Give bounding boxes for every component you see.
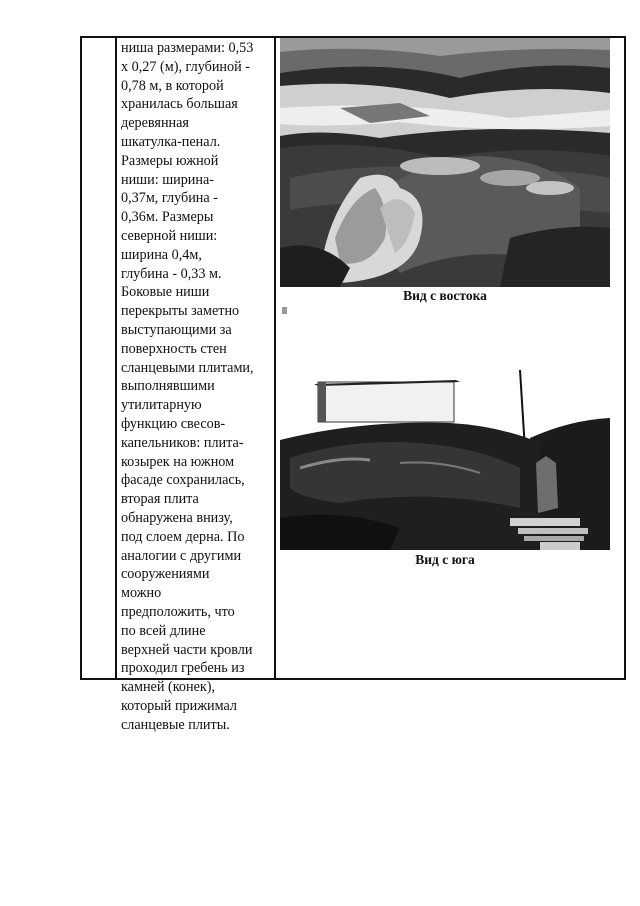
description-line: Боковые ниши <box>121 284 210 301</box>
table-border-left <box>80 36 82 680</box>
description-line: хранилась большая <box>121 96 238 113</box>
description-line: перекрыты заметно <box>121 303 240 320</box>
description-line: сланцевыми плитами, <box>121 359 254 376</box>
description-line: глубина - 0,33 м. <box>121 265 222 282</box>
description-line: ширина 0,4м, <box>121 246 202 263</box>
description-text <box>121 39 273 734</box>
description-line: капельников: плита- <box>121 434 244 451</box>
description-line: 0,37м, глубина - <box>121 190 218 207</box>
description-line: который прижимал <box>121 697 238 714</box>
table-column-divider <box>274 36 276 680</box>
table-column-divider <box>115 36 117 680</box>
description-line: ниша размерами: 0,53 <box>121 40 254 56</box>
photo-east-caption: Вид с востока <box>403 288 487 303</box>
description-line: сооружениями <box>121 566 210 583</box>
description-line: выступающими за <box>121 321 232 338</box>
scan-speck <box>282 307 287 314</box>
description-line: аналогии с другими <box>121 547 242 564</box>
description-line: козырек на южном <box>121 453 235 470</box>
photo-south-caption: Вид с юга <box>415 552 475 567</box>
document-table <box>80 36 626 733</box>
description-line: сланцевые плиты. <box>121 716 230 733</box>
description-line: 0,78 м, в которой <box>121 77 224 94</box>
description-line: фасаде сохранилась, <box>121 472 245 489</box>
description-line: х 0,27 (м), глубиной - <box>121 58 250 75</box>
description-line: вторая плита <box>121 491 199 508</box>
description-line: камней (конек), <box>121 679 216 696</box>
description-line: шкатулка-пенал. <box>121 133 221 150</box>
description-line: проходил гребень из <box>121 660 245 677</box>
description-line: верхней части кровли <box>121 641 253 658</box>
description-line: Размеры южной <box>121 152 219 169</box>
description-line: обнаружена внизу, <box>121 509 233 526</box>
description-line: деревянная <box>121 115 189 132</box>
description-line: под слоем дерна. По <box>121 528 245 545</box>
description-line: северной ниши: <box>121 227 218 244</box>
description-line: утилитарную <box>121 397 202 414</box>
description-line: по всей длине <box>121 622 206 639</box>
description-line: выполнявшими <box>121 378 215 395</box>
description-line: предположить, что <box>121 603 235 620</box>
table-border-right <box>624 36 626 680</box>
photo-east-view <box>280 38 610 287</box>
description-line: ниши: ширина- <box>121 171 215 188</box>
description-line: функцию свесов- <box>121 415 226 432</box>
description-line: можно <box>121 585 162 602</box>
description-line: поверхность стен <box>121 340 227 357</box>
description-line: 0,36м. Размеры <box>121 209 214 226</box>
photo-south-view <box>280 368 610 550</box>
